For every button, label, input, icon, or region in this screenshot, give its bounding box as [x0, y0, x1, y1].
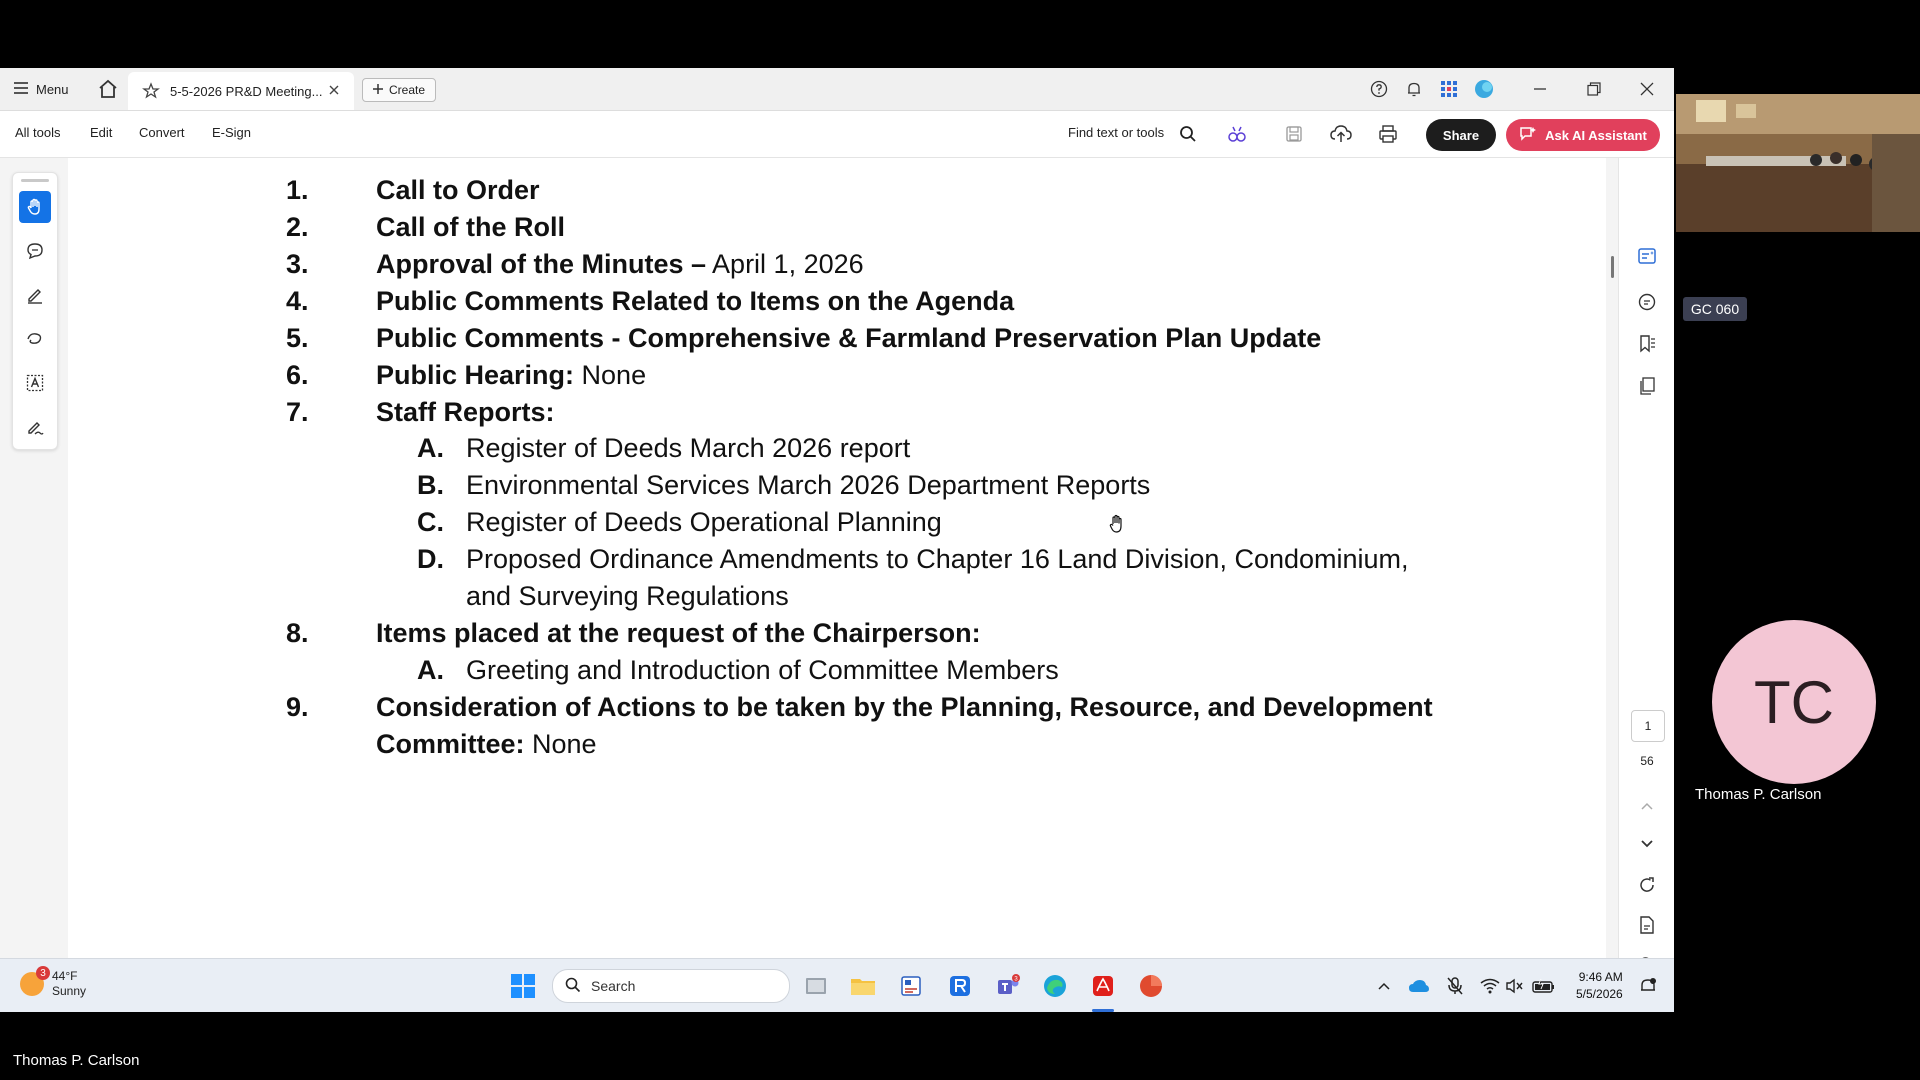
- edit-menu[interactable]: Edit: [90, 125, 113, 140]
- wifi-icon[interactable]: [1476, 972, 1504, 1000]
- minimize-icon[interactable]: [1525, 74, 1555, 104]
- subitem-text-continued: and Surveying Regulations: [466, 581, 789, 611]
- room-video-thumbnail[interactable]: [1676, 94, 1920, 232]
- chevron-up-icon[interactable]: [1635, 794, 1659, 818]
- agenda-item-title: Public Comments - Comprehensive & Farmland Preservation Plan Update: [376, 323, 1322, 353]
- pdf-page[interactable]: [68, 158, 1606, 1012]
- agenda-number: 8.: [286, 618, 309, 648]
- draw-freehand-icon[interactable]: [19, 323, 51, 355]
- agenda-item: [376, 616, 981, 650]
- hamburger-icon: [14, 82, 28, 97]
- agenda-item-title: Call to Order: [376, 175, 540, 205]
- app-toolbar: [0, 111, 1674, 158]
- active-app-indicator: [1092, 1009, 1114, 1012]
- total-pages: 56: [1640, 754, 1654, 768]
- teams-badge: 3: [1014, 976, 1018, 983]
- comments-panel-icon[interactable]: [1635, 290, 1659, 314]
- windows-start-icon[interactable]: [509, 972, 537, 1000]
- plus-icon: [373, 83, 383, 97]
- highlight-pen-icon[interactable]: [19, 279, 51, 311]
- bookmarks-icon[interactable]: [1635, 332, 1659, 356]
- page-document-icon[interactable]: [1635, 913, 1659, 937]
- ask-ai-assistant-button[interactable]: [1506, 119, 1660, 151]
- text-box-icon[interactable]: [19, 367, 51, 399]
- document-scroll-track[interactable]: [1606, 158, 1618, 1012]
- powerpoint-icon[interactable]: [1137, 972, 1165, 1000]
- close-tab-icon[interactable]: [326, 82, 342, 98]
- find-text-or-tools[interactable]: Find text or tools: [1068, 125, 1165, 140]
- search-icon[interactable]: [1176, 122, 1200, 146]
- subitem-letter: A.: [417, 655, 444, 685]
- agenda-number: 7.: [286, 397, 309, 427]
- apps-grid-icon[interactable]: [1434, 74, 1464, 104]
- subitem-text: Register of Deeds March 2026 report: [466, 433, 911, 463]
- print-icon[interactable]: [1376, 122, 1400, 146]
- active-speaker-name: Thomas P. Carlson: [13, 1052, 140, 1069]
- create-label: Create: [388, 83, 426, 97]
- snipping-tool-icon[interactable]: [897, 972, 925, 1000]
- ask-ai-label: Ask AI Assistant: [1545, 127, 1647, 143]
- agenda-item-title: Staff Reports:: [376, 397, 555, 427]
- chevron-up-icon[interactable]: [1370, 972, 1398, 1000]
- subitem-letter: A.: [417, 433, 444, 463]
- agenda-item-title: Call of the Roll: [376, 212, 565, 242]
- upload-cloud-icon[interactable]: [1329, 122, 1353, 146]
- document-scroll-thumb[interactable]: [1611, 256, 1614, 278]
- edge-browser-icon[interactable]: [1041, 972, 1069, 1000]
- agenda-number: 6.: [286, 360, 309, 390]
- convert-menu[interactable]: Convert: [139, 125, 185, 140]
- search-icon: [565, 977, 581, 996]
- save-icon[interactable]: [1282, 122, 1306, 146]
- agenda-number: 9.: [286, 692, 309, 722]
- subitem-letter: C.: [417, 507, 444, 537]
- quick-tools-rail: [12, 172, 58, 450]
- ai-assistant-icon: [1519, 126, 1537, 145]
- battery-icon[interactable]: [1530, 972, 1558, 1000]
- taskbar-clock[interactable]: [1576, 969, 1623, 1003]
- agenda-item: [376, 284, 1014, 318]
- agenda-number: 5.: [286, 323, 309, 353]
- notification-center-icon[interactable]: [1634, 972, 1662, 1000]
- agenda-item-continued: [376, 727, 597, 761]
- esign-menu[interactable]: E-Sign: [212, 125, 252, 140]
- weather-temperature: 44°F: [52, 969, 78, 983]
- agenda-item: [376, 247, 864, 281]
- document-tab-title: 5-5-2026 PR&D Meeting...: [170, 83, 323, 99]
- agenda-item: [376, 210, 565, 244]
- agenda-item: [376, 358, 646, 392]
- subitem-letter: D.: [417, 544, 444, 574]
- clock-date: 5/5/2026: [1576, 987, 1623, 1001]
- agenda-item: [376, 395, 555, 429]
- comment-icon[interactable]: [19, 235, 51, 267]
- agenda-item-detail: None: [524, 729, 597, 759]
- weather-widget[interactable]: [20, 969, 86, 999]
- profile-icon[interactable]: [1469, 74, 1499, 104]
- subitem-letter: B.: [417, 470, 444, 500]
- subitem-text: Register of Deeds Operational Planning: [466, 507, 942, 537]
- document-tab[interactable]: [128, 72, 354, 110]
- shared-screen: [0, 68, 1674, 1012]
- hand-tool-icon[interactable]: [19, 191, 51, 223]
- rail-handle[interactable]: [21, 179, 49, 182]
- subitem-text: Proposed Ordinance Amendments to Chapter 16 Land Division, Condominium,: [466, 544, 1409, 574]
- chevron-down-icon[interactable]: [1635, 832, 1659, 856]
- rotate-icon[interactable]: [1635, 873, 1659, 897]
- hand-cursor-icon: [1108, 514, 1126, 539]
- teams-icon[interactable]: [994, 972, 1022, 1000]
- agenda-item-title: Items placed at the request of the Chairperson:: [376, 618, 981, 648]
- acrobat-icon[interactable]: [1089, 972, 1117, 1000]
- agenda-item-title: Public Hearing:: [376, 360, 575, 390]
- subitem-text: Environmental Services March 2026 Department Reports: [466, 470, 1151, 500]
- pages-thumbnails-icon[interactable]: [1635, 374, 1659, 398]
- restore-icon[interactable]: [1579, 74, 1609, 104]
- agenda-number: 4.: [286, 286, 309, 316]
- clock-time: 9:46 AM: [1578, 970, 1623, 984]
- agenda-number: 1.: [286, 175, 309, 205]
- close-window-icon[interactable]: [1632, 74, 1662, 104]
- agenda-item-title: Approval of the Minutes –: [376, 249, 707, 279]
- agenda-item: [376, 173, 540, 207]
- agenda-item: [376, 321, 1321, 355]
- menu-label: Menu: [36, 81, 69, 97]
- taskbar-search[interactable]: [552, 969, 790, 1003]
- agenda-item-detail: None: [574, 360, 647, 390]
- menu-button[interactable]: [14, 78, 69, 100]
- agenda-item-title: Committee:: [376, 729, 525, 759]
- sign-icon[interactable]: [19, 411, 51, 443]
- ai-summary-icon[interactable]: [1635, 244, 1659, 268]
- current-page-input[interactable]: 1: [1631, 710, 1665, 742]
- star-icon[interactable]: [142, 82, 160, 100]
- agenda-item: [376, 690, 1433, 724]
- agenda-item-title: Public Comments Related to Items on the Agenda: [376, 286, 1015, 316]
- agenda-number: 2.: [286, 212, 309, 242]
- remote-app-icon[interactable]: [946, 972, 974, 1000]
- ai-tools-icon[interactable]: [1225, 122, 1249, 146]
- create-button[interactable]: [362, 78, 436, 102]
- share-button[interactable]: Share: [1426, 119, 1496, 151]
- participant-avatar: TC: [1712, 620, 1876, 784]
- agenda-number: 3.: [286, 249, 309, 279]
- help-icon[interactable]: [1364, 74, 1394, 104]
- microphone-muted-icon[interactable]: [1441, 972, 1469, 1000]
- agenda-item-title: Consideration of Actions to be taken by the Planning, Resource, and Development: [376, 692, 1433, 722]
- all-tools-menu[interactable]: All tools: [15, 125, 61, 140]
- windows-taskbar: [0, 958, 1674, 1012]
- participant-name: Thomas P. Carlson: [1695, 786, 1822, 803]
- onedrive-cloud-icon[interactable]: [1405, 972, 1433, 1000]
- taskbar-search-label: Search: [591, 978, 636, 994]
- volume-muted-icon[interactable]: [1501, 972, 1529, 1000]
- app-tab-bar: [0, 68, 1674, 111]
- file-explorer-icon[interactable]: [849, 972, 877, 1000]
- sun-icon: [20, 967, 46, 996]
- room-label-badge: GC 060: [1683, 297, 1747, 321]
- task-view-icon[interactable]: [802, 972, 830, 1000]
- agenda-item-detail: April 1, 2026: [706, 249, 864, 279]
- weather-badge: 3: [36, 966, 50, 980]
- home-icon[interactable]: [96, 77, 120, 101]
- right-tools-rail: [1618, 158, 1674, 1012]
- weather-condition: Sunny: [52, 984, 87, 998]
- subitem-text: Greeting and Introduction of Committee Members: [466, 655, 1059, 685]
- notifications-bell-icon[interactable]: [1399, 74, 1429, 104]
